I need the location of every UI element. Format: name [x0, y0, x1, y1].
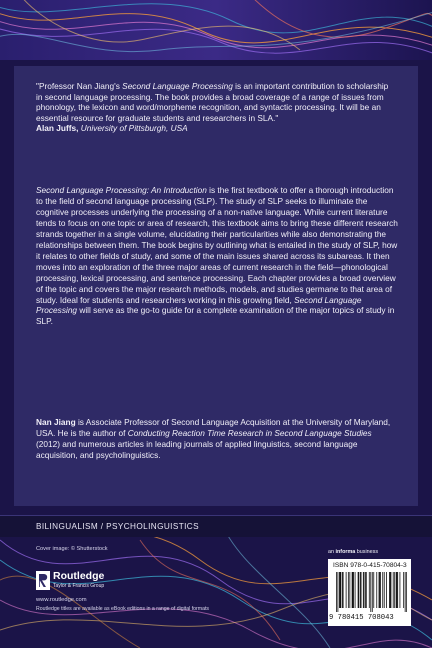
description-text-2: will serve as the go-to guide for a complete examination of the major topics of study in SLP. [36, 305, 395, 327]
barcode-bar [343, 572, 344, 608]
barcode-bar [355, 572, 356, 608]
barcode-bar [370, 572, 371, 612]
barcode-bar [349, 572, 350, 608]
barcode-bar [346, 572, 347, 608]
book-description [36, 185, 398, 327]
barcode-bar [400, 572, 401, 608]
isbn-barcode [328, 559, 411, 626]
barcode-bar [389, 572, 390, 608]
quote-book-title: Second Language Processing [122, 81, 233, 91]
ebook-availability-note: Routledge titles are available as eBook editions in a range of digital formats [36, 606, 210, 612]
barcode-bar [342, 572, 343, 608]
barcode-digits: 9 780415 708043 [329, 614, 394, 622]
barcode-bar [365, 572, 366, 608]
barcode-bar [372, 572, 373, 612]
quote-attribution [36, 123, 396, 134]
barcode-bar [403, 572, 404, 608]
barcode-bar [340, 572, 341, 608]
barcode-bar [390, 572, 391, 608]
barcode-bar [340, 572, 341, 608]
quote-affiliation: University of Pittsburgh, USA [80, 123, 188, 134]
author-bio [36, 417, 396, 461]
author-name: Nan Jiang [36, 417, 76, 427]
subject-category: BILINGUALISM / PSYCHOLINGUISTICS [36, 522, 199, 531]
barcode-bar [379, 572, 380, 608]
barcode-bar [366, 572, 367, 608]
routledge-logo [36, 567, 146, 595]
barcode-bar [352, 572, 353, 608]
barcode-bar [380, 572, 381, 608]
barcode-bar [396, 572, 397, 608]
barcode-bar [379, 572, 380, 608]
barcode-bar [363, 572, 364, 608]
barcode-bar [339, 572, 340, 608]
informa-suffix: business [355, 549, 379, 555]
barcode-bar [406, 572, 407, 612]
quote-text-post: is an important contribution to scholarship in second language processing. The book provides a broad coverage of a range of issues from phonology, the lexicon and word/morpheme recognition, and syntactic processing. It will be an essential resource for graduate students and researchers in SLA." [36, 81, 389, 123]
barcode-bar [364, 572, 365, 608]
description-text-1: is the first textbook to offer a thorough introduction to the field of second language processing (SLP). The study of SLP seeks to illuminate the cognitive processes underlying the processing of a non-native language. While current literature tends to focus on one topic or area of research, this textbook aims to bring these different research strands together in a single volume, elucidating their particularities while also demonstrating the relationships between them. The book begins by outlining what is entailed in the study of SLP, how it relates to other fields of study, and some of the main issues shared across its subareas. It then moves into an exploration of the three major areas of current research in the field—phonological processing, lexical processing, and sentence processing. Each chapter provides a broad overview of the topic and covers the major research methods, models, and studies germane to that area of study. Ideal for students and researchers working in this growing field, [36, 185, 398, 305]
barcode-bar [397, 572, 398, 608]
barcode-bar [393, 572, 394, 608]
informa-business-tag [328, 549, 378, 555]
quote-text-pre: "Professor Nan Jiang's [36, 81, 123, 91]
barcode-bar [397, 572, 398, 608]
informa-prefix: an [328, 549, 336, 555]
barcode-bar [382, 572, 383, 608]
informa-brand: informa [335, 549, 356, 555]
barcode-bar [353, 572, 354, 608]
barcode-bar [348, 572, 349, 608]
barcode-bar [391, 572, 392, 608]
barcode-bar [373, 572, 374, 608]
publisher-group: Taylor & Francis Group [53, 583, 105, 589]
barcode-bar [361, 572, 362, 608]
bio-text-1: is Associate Professor of Second Language Acquisition at the University of Maryland, USA. He is the author of [36, 417, 391, 438]
subject-category-bar [0, 515, 432, 537]
barcode-bar [336, 572, 337, 612]
bio-book-title: Conducting Reaction Time Research in Second Language Studies [127, 427, 372, 438]
endorsement-quote [36, 81, 396, 134]
publisher-name: Routledge [53, 570, 105, 582]
description-book-title: Second Language Processing: An Introduction [36, 185, 207, 195]
barcode-bar [352, 572, 353, 608]
cover-image-credit: Cover image: © Shutterstock [36, 546, 108, 552]
barcode-bar [358, 572, 359, 608]
description-book-title-2: Second Language Processing [36, 294, 362, 316]
barcode-bar [386, 572, 387, 608]
barcode-bar [405, 572, 406, 612]
publisher-website[interactable]: www.routledge.com [36, 597, 87, 603]
barcode-bar [384, 572, 385, 608]
barcode-bars [336, 572, 407, 612]
barcode-bar [369, 572, 370, 608]
routledge-r-icon [36, 571, 50, 590]
barcode-bar [376, 572, 377, 608]
quote-author: Alan Juffs, [36, 123, 79, 134]
barcode-bar [358, 572, 359, 608]
barcode-bar [360, 572, 361, 608]
barcode-bar [337, 572, 338, 612]
bio-text-2: (2012) and numerous articles in leading journals of applied linguistics, second language acquisition, and psycholinguistics. [36, 438, 358, 460]
isbn-number: ISBN 978-0-415-70804-3 [333, 562, 407, 569]
barcode-bar [394, 572, 395, 608]
